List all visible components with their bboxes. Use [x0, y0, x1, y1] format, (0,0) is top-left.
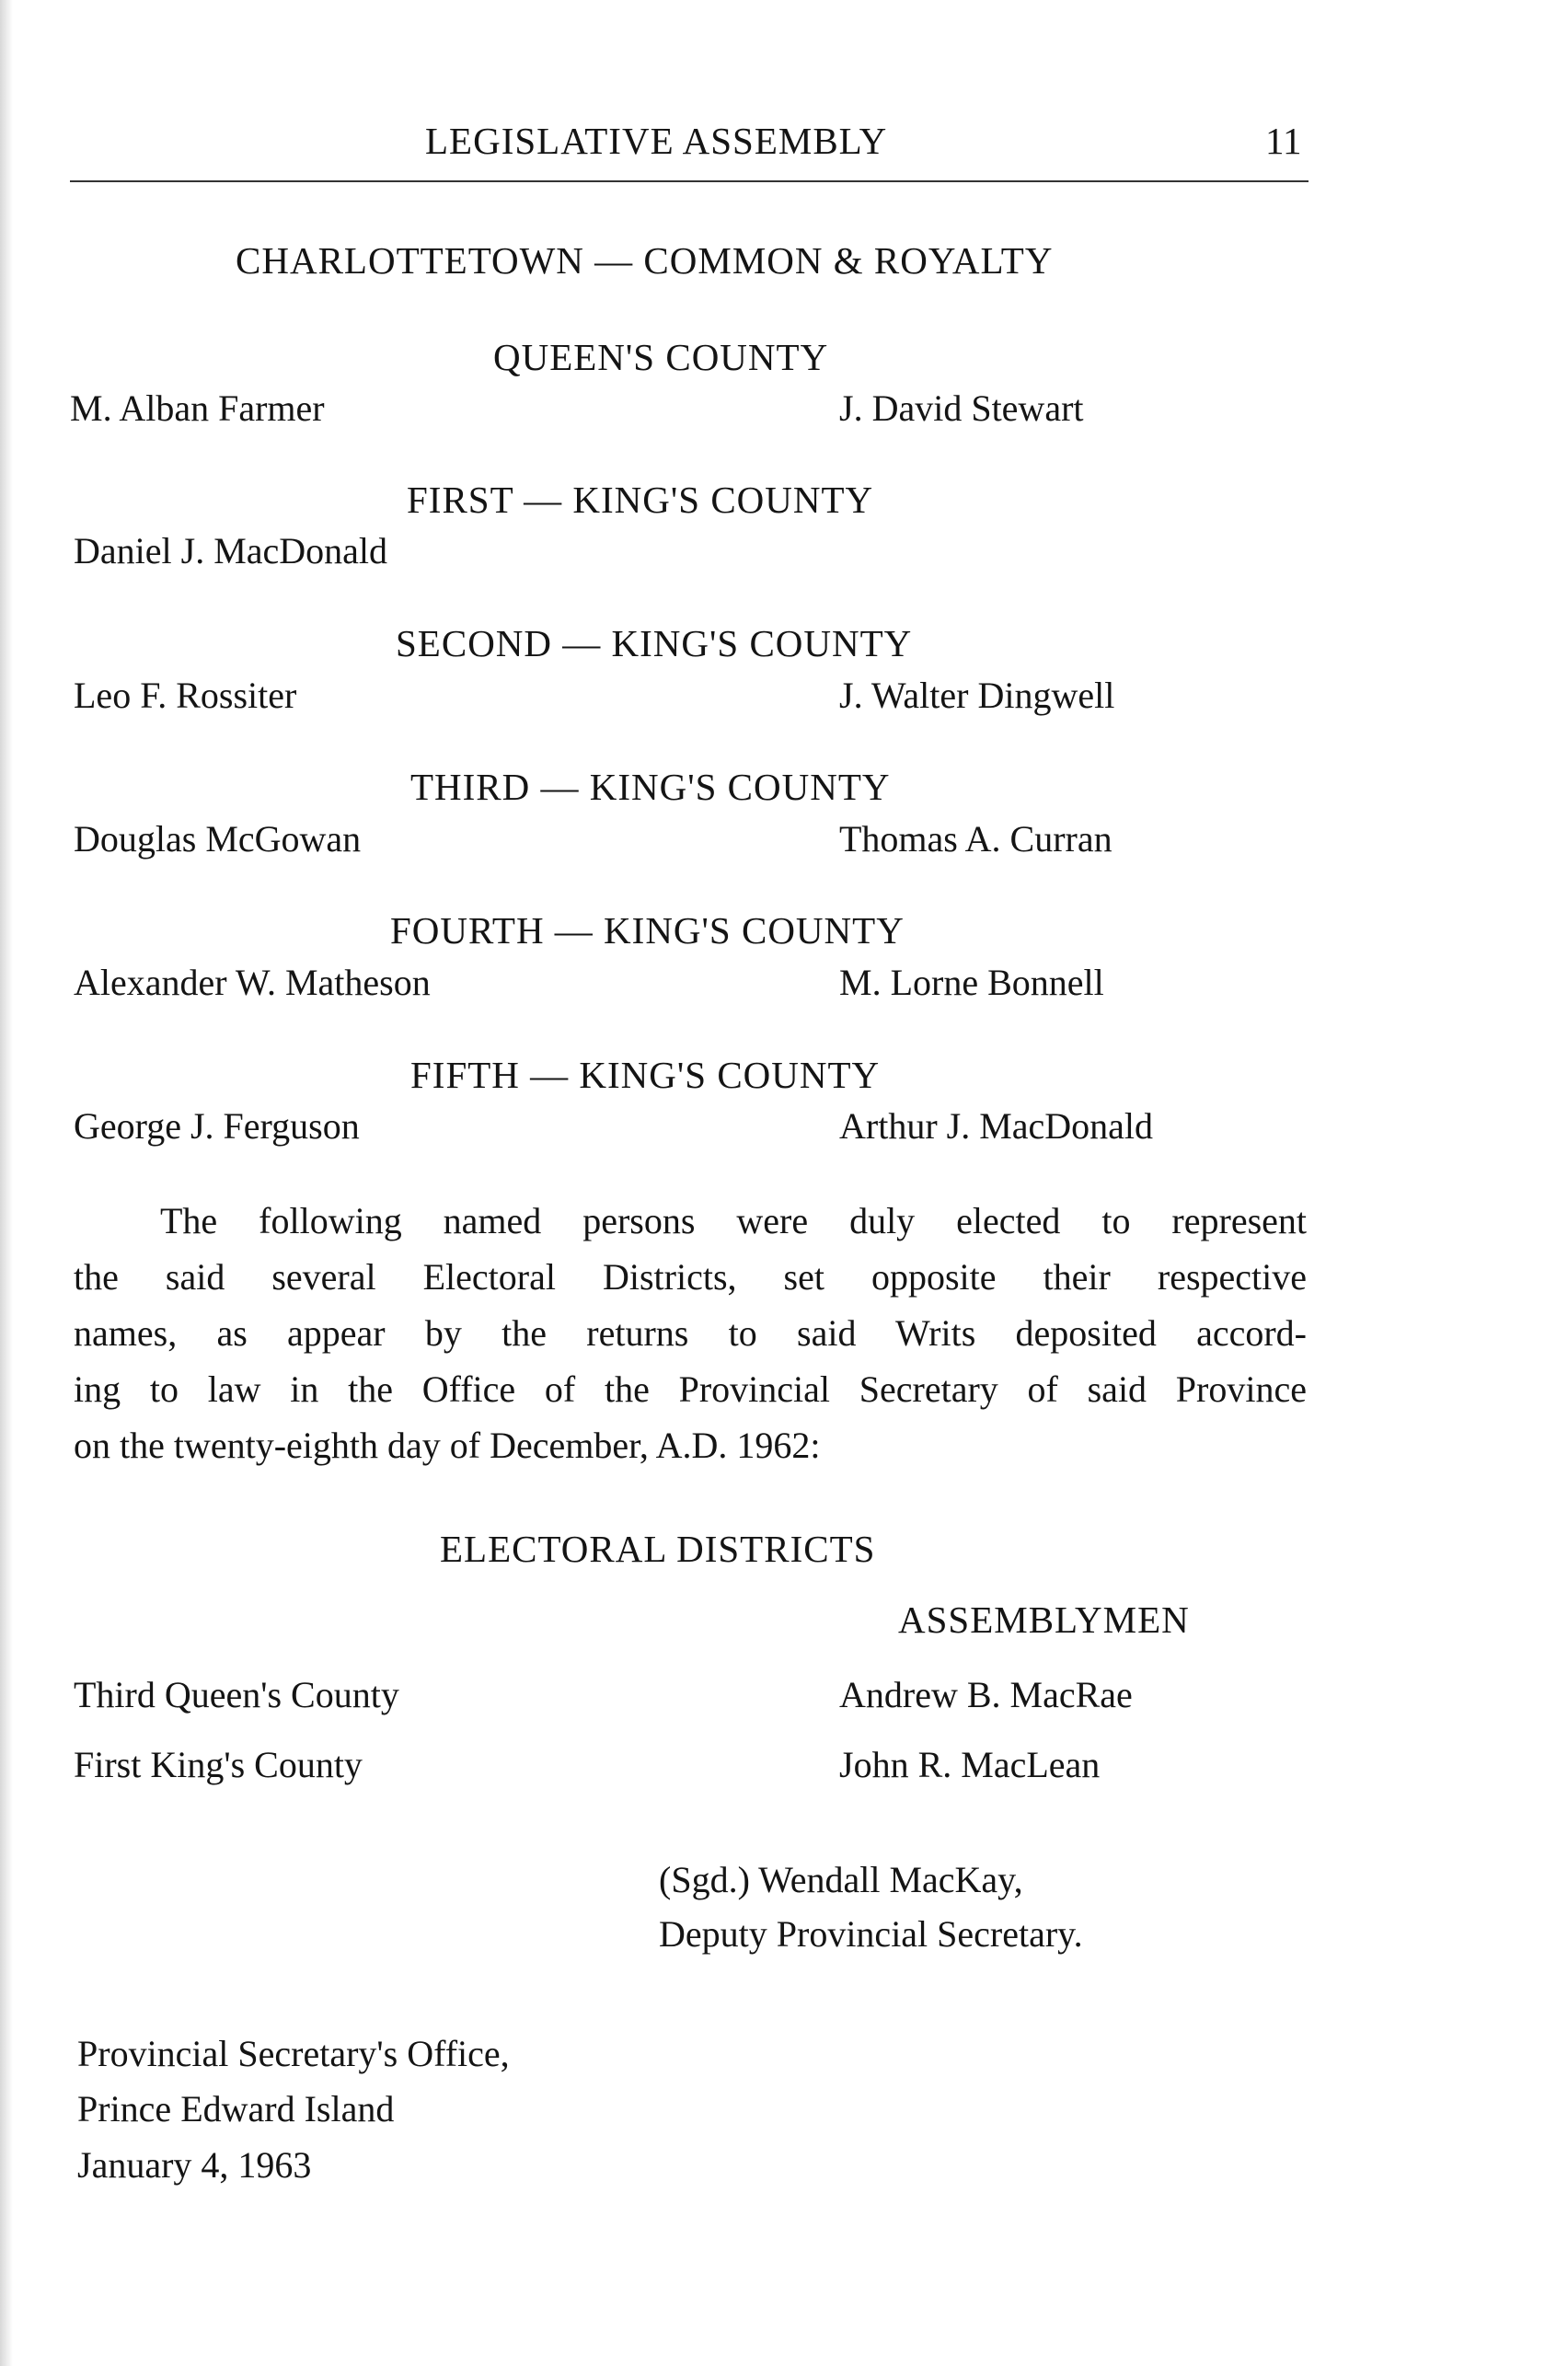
- assemblyman-name: John R. MacLean: [839, 1744, 1101, 1785]
- member-name-left: Leo F. Rossiter: [74, 675, 297, 716]
- member-name-left: George J. Ferguson: [74, 1105, 360, 1147]
- member-name-right: M. Lorne Bonnell: [839, 962, 1104, 1003]
- electoral-districts-heading: ELECTORAL DISTRICTS: [440, 1528, 876, 1570]
- member-name-right: Arthur J. MacDonald: [839, 1105, 1154, 1147]
- section-heading-fourth-kings: FOURTH — KING'S COUNTY: [390, 909, 905, 952]
- paragraph-line: the said several Electoral Districts, set opposite their respective: [74, 1256, 1307, 1298]
- member-name-right: J. Walter Dingwell: [839, 675, 1115, 716]
- running-header-title: LEGISLATIVE ASSEMBLY: [425, 120, 888, 162]
- member-name-left: Douglas McGowan: [74, 818, 362, 860]
- section-subheading-queens-county: QUEEN'S COUNTY: [493, 336, 829, 378]
- paragraph-line: names, as appear by the returns to said Writs deposited accord-: [74, 1312, 1307, 1354]
- member-name-left: M. Alban Farmer: [70, 387, 325, 429]
- member-name-right: J. David Stewart: [839, 387, 1084, 429]
- page-number: 11: [1265, 120, 1302, 162]
- district-name: First King's County: [74, 1744, 363, 1785]
- section-heading-third-kings: THIRD — KING'S COUNTY: [410, 766, 891, 808]
- header-rule: [70, 180, 1309, 182]
- footer-office: Provincial Secretary's Office,: [77, 2033, 510, 2074]
- paragraph-line: on the twenty-eighth day of December, A.D. 1962:: [74, 1425, 821, 1466]
- member-name-left: Daniel J. MacDonald: [74, 530, 388, 571]
- signature-title: Deputy Provincial Secretary.: [659, 1913, 1083, 1955]
- section-heading-second-kings: SECOND — KING'S COUNTY: [396, 622, 913, 664]
- district-name: Third Queen's County: [74, 1674, 399, 1715]
- section-heading-first-kings: FIRST — KING'S COUNTY: [407, 479, 874, 521]
- assemblyman-name: Andrew B. MacRae: [839, 1674, 1133, 1715]
- member-name-left: Alexander W. Matheson: [74, 962, 431, 1003]
- page-edge-shadow: [0, 0, 13, 2366]
- section-heading-fifth-kings: FIFTH — KING'S COUNTY: [410, 1054, 881, 1096]
- assemblymen-column-heading: ASSEMBLYMEN: [898, 1598, 1190, 1641]
- footer-date: January 4, 1963: [77, 2144, 312, 2186]
- member-name-right: Thomas A. Curran: [839, 818, 1113, 860]
- paragraph-line: The following named persons were duly elected to represent: [160, 1200, 1307, 1241]
- section-heading-charlottetown: CHARLOTTETOWN — COMMON & ROYALTY: [236, 239, 1054, 282]
- paragraph-line: ing to law in the Office of the Provincial Secretary of said Province: [74, 1368, 1307, 1410]
- signature-line: (Sgd.) Wendall MacKay,: [659, 1859, 1023, 1900]
- footer-location: Prince Edward Island: [77, 2088, 395, 2129]
